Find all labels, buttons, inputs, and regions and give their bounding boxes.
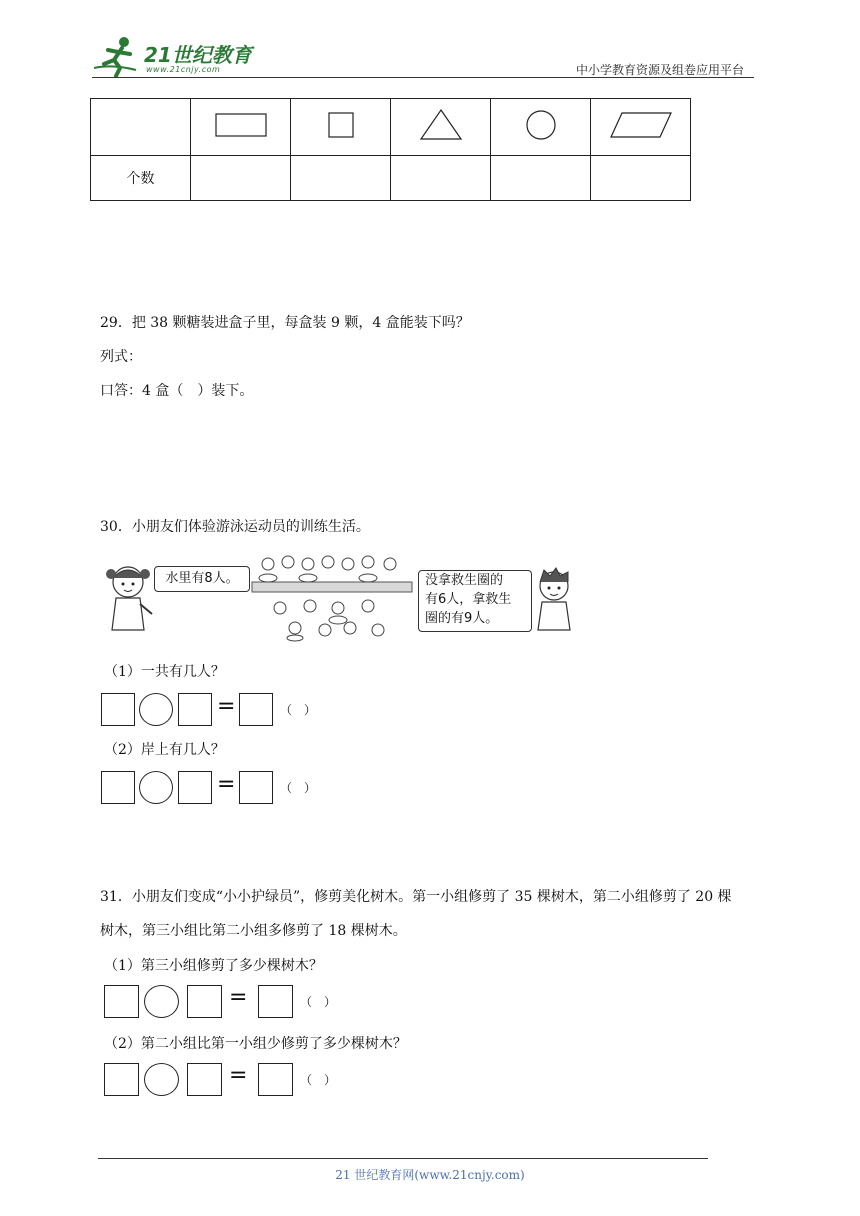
unit-parentheses[interactable]: （ ） [280, 703, 317, 717]
equals-sign: = [217, 694, 236, 719]
table-cell-circle [491, 99, 591, 156]
bubble-line: 没拿救生圈的 [425, 573, 504, 588]
answer-box[interactable] [101, 771, 135, 804]
table-cell-square [291, 99, 391, 156]
unit-parentheses[interactable]: （ ） [300, 995, 337, 1009]
operator-circle[interactable] [144, 1063, 179, 1096]
row-label-count: 个数 [91, 156, 191, 201]
q31-sub1: （1）第三小组修剪了多少棵树木？ [104, 958, 323, 974]
q30-sub2: （2）岸上有几人？ [104, 742, 225, 758]
q30-sub1: （1）一共有几人？ [104, 664, 225, 680]
header-platform-text: 中小学教育资源及组卷应用平台 [576, 63, 745, 77]
footer-text[interactable]: 21 世纪教育网(www.21cnjy.com) [335, 1168, 525, 1182]
runner-logo-icon [92, 34, 144, 78]
table-row [91, 99, 691, 156]
footer-divider [98, 1158, 708, 1159]
q31-line2: 树木，第三小组比第二小组多修剪了 18 棵树木。 [100, 923, 407, 939]
logo-text: 21世纪教育 [144, 43, 252, 67]
header-divider [92, 77, 754, 78]
answer-box[interactable] [239, 771, 273, 804]
q29-question: 29．把 38 颗糖装进盒子里，每盒装 9 颗，4 盒能装下吗？ [100, 315, 470, 331]
bubble-line: 有6人，拿救生 [425, 592, 512, 607]
answer-box[interactable] [104, 1063, 139, 1096]
logo-url: www.21cnjy.com [146, 65, 221, 74]
bubble-line: 圈的有9人。 [425, 611, 499, 626]
site-logo [92, 34, 257, 78]
q30-question: 30．小朋友们体验游泳运动员的训练生活。 [100, 519, 370, 535]
operator-circle[interactable] [144, 985, 179, 1018]
operator-circle[interactable] [139, 693, 173, 726]
table-cell-parallelogram [591, 99, 691, 156]
answer-box[interactable] [178, 771, 212, 804]
answer-box[interactable] [178, 693, 212, 726]
q31-line1: 31．小朋友们变成“小小护绿员”，修剪美化树木。第一小组修剪了 35 棵树木，第二小组修剪了 20 棵 [100, 889, 732, 905]
answer-box[interactable] [187, 985, 222, 1018]
count-answer-cell[interactable] [391, 156, 491, 201]
square-icon [326, 110, 356, 140]
unit-parentheses[interactable]: （ ） [280, 781, 317, 795]
shape-count-table [90, 98, 691, 201]
answer-box[interactable] [258, 985, 293, 1018]
answer-box[interactable] [101, 693, 135, 726]
count-answer-cell[interactable] [491, 156, 591, 201]
operator-circle[interactable] [139, 771, 173, 804]
answer-box[interactable] [187, 1063, 222, 1096]
table-row [91, 156, 691, 201]
triangle-icon [418, 107, 464, 143]
rectangle-icon [213, 110, 269, 140]
count-answer-cell[interactable] [591, 156, 691, 201]
q29-formula-label: 列式： [100, 349, 142, 365]
swimming-pool-scene-icon [250, 552, 414, 644]
speech-bubble-right [418, 570, 532, 632]
unit-parentheses[interactable]: （ ） [300, 1073, 337, 1087]
count-answer-cell[interactable] [191, 156, 291, 201]
parallelogram-icon [608, 110, 674, 140]
answer-box[interactable] [104, 985, 139, 1018]
table-cell-triangle [391, 99, 491, 156]
equals-sign: = [229, 1063, 248, 1088]
q29-answer: 口答：4 盒（ ）装下。 [100, 383, 254, 399]
q31-sub2: （2）第二小组比第一小组少修剪了多少棵树木？ [104, 1036, 407, 1052]
equals-sign: = [217, 772, 236, 797]
speech-bubble-left: 水里有8人。 [154, 566, 250, 592]
circle-icon [524, 108, 558, 142]
equals-sign: = [229, 985, 248, 1010]
count-answer-cell[interactable] [291, 156, 391, 201]
answer-box[interactable] [258, 1063, 293, 1096]
boy-figure-icon [530, 566, 578, 632]
answer-box[interactable] [239, 693, 273, 726]
table-cell-empty [91, 99, 191, 156]
table-cell-rectangle [191, 99, 291, 156]
girl-figure-icon [104, 560, 154, 636]
